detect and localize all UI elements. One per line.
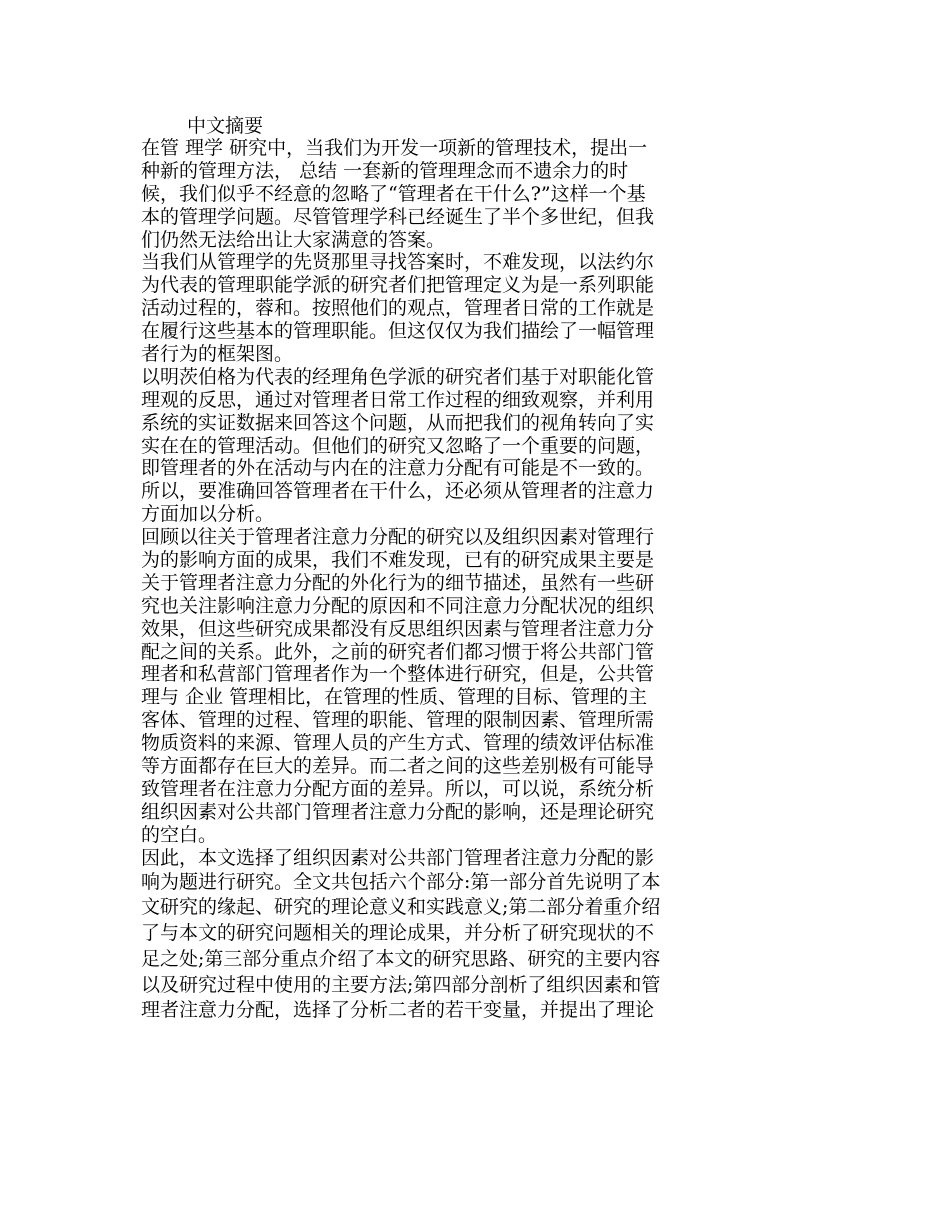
text-line: 者行为的框架图。 — [141, 343, 294, 366]
text-line: 实在在的管理活动。但他们的研究又忽略了一个重要的问题， — [141, 434, 655, 457]
text-line: 方面加以分析。 — [141, 503, 275, 526]
abstract-title: 中文摘要 — [187, 115, 264, 137]
text-line: 理与 企业 管理相比，在管理的性质、管理的目标、管理的主 — [141, 686, 648, 709]
text-line: 所以，要准确回答管理者在干什么，还必须从管理者的注意力 — [141, 480, 655, 503]
text-line: 本的管理学问题。尽管管理学科已经诞生了半个多世纪，但我 — [141, 205, 655, 228]
text-line: 效果，但这些研究成果都没有反思组织因素与管理者注意力分 — [141, 617, 655, 640]
text-line: 在履行这些基本的管理职能。但这仅仅为我们描绘了一幅管理 — [141, 320, 655, 343]
text-line: 配之间的关系。此外，之前的研究者们都习惯于将公共部门管 — [141, 640, 655, 663]
text-line: 因此，本文选择了组织因素对公共部门管理者注意力分配的影 — [141, 846, 655, 869]
text-line: 回顾以往关于管理者注意力分配的研究以及组织因素对管理行 — [141, 526, 655, 549]
text-line: 即管理者的外在活动与内在的注意力分配有可能是不一致的。 — [141, 457, 655, 480]
text-line: 活动过程的，蓉和。按照他们的观点，管理者日常的工作就是 — [141, 297, 655, 320]
text-line: 的空白。 — [141, 823, 218, 846]
text-line: 理者注意力分配，选择了分析二者的若干变量，并提出了理论 — [141, 999, 655, 1022]
text-line: 究也关注影响注意力分配的原因和不同注意力分配状况的组织 — [141, 594, 655, 617]
text-line: 以及研究过程中使用的主要方法;第四部分剖析了组织因素和管 — [141, 973, 661, 996]
text-line: 致管理者在注意力分配方面的差异。所以，可以说，系统分析 — [141, 777, 655, 800]
text-line: 种新的管理方法， 总结 一套新的管理理念而不遗余力的时 — [141, 159, 629, 182]
text-line: 响为题进行研究。全文共包括六个部分:第一部分首先说明了本 — [141, 870, 661, 893]
text-line: 为的影响方面的成果，我们不难发现，已有的研究成果主要是 — [141, 549, 655, 572]
text-line: 当我们从管理学的先贤那里寻找答案时，不难发现，以法约尔 — [141, 251, 655, 274]
text-line: 为代表的管理职能学派的研究者们把管理定义为是一系列职能 — [141, 274, 655, 297]
text-line: 候，我们似乎不经意的忽略了“管理者在干什么?”这样一个基 — [141, 182, 646, 205]
text-line: 了与本文的研究问题相关的理论成果，并分析了研究现状的不 — [141, 922, 655, 945]
text-line: 理观的反思，通过对管理者日常工作过程的细致观察，并利用 — [141, 388, 655, 411]
abstract-body — [141, 137, 741, 1024]
text-line: 们仍然无法给出让大家满意的答案。 — [141, 228, 446, 251]
text-line: 以明茨伯格为代表的经理角色学派的研究者们基于对职能化管 — [141, 365, 655, 388]
text-line: 系统的实证数据来回答这个问题，从而把我们的视角转向了实 — [141, 411, 655, 434]
text-line: 理者和私营部门管理者作为一个整体进行研究，但是，公共管 — [141, 663, 655, 686]
text-line: 等方面都存在巨大的差异。而二者之间的这些差别极有可能导 — [141, 755, 655, 778]
text-line: 文研究的缘起、研究的理论意义和实践意义;第二部分着重介绍 — [141, 896, 661, 919]
text-line: 在管 理学 研究中，当我们为开发一项新的管理技术，提出一 — [141, 137, 648, 159]
text-line: 关于管理者注意力分配的外化行为的细节描述，虽然有一些研 — [141, 571, 655, 594]
text-line: 足之处;第三部分重点介绍了本文的研究思路、研究的主要内容 — [141, 947, 661, 970]
text-line: 组织因素对公共部门管理者注意力分配的影响，还是理论研究 — [141, 800, 655, 823]
text-line: 物质资料的来源、管理人员的产生方式、管理的绩效评估标准 — [141, 732, 655, 755]
text-line: 客体、管理的过程、管理的职能、管理的限制因素、管理所需 — [141, 709, 655, 732]
